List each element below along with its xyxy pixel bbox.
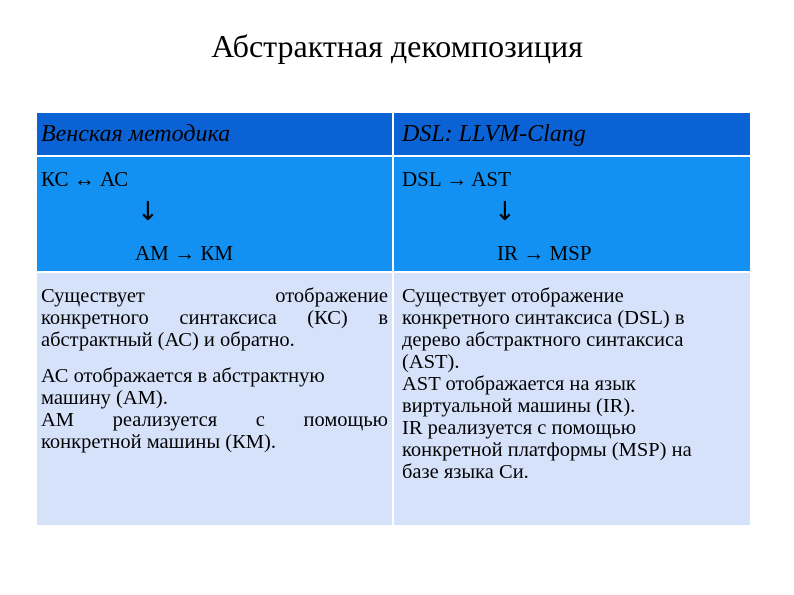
desc-right-line: (AST). bbox=[402, 351, 460, 373]
desc-left-line: конкретного синтаксиса (КС) в bbox=[41, 307, 388, 329]
flow-left-top: КС ↔ АС bbox=[41, 167, 129, 191]
desc-left-line: АС отображается в абстрактную bbox=[41, 365, 325, 387]
desc-left-line: Существует отображение bbox=[41, 285, 388, 307]
desc-right-line: IR реализуется с помощью bbox=[402, 417, 637, 439]
desc-left-line: машину (АМ). bbox=[41, 387, 168, 409]
flow-left-cell bbox=[37, 157, 392, 271]
desc-right-line: Существует отображение bbox=[402, 285, 624, 307]
flow-right-bottom: IR → MSP bbox=[497, 241, 592, 265]
desc-right-line: конкретного синтаксиса (DSL) в bbox=[402, 307, 685, 329]
header-dsl-llvm-clang: DSL: LLVM-Clang bbox=[394, 113, 750, 155]
desc-right-line: конкретной платформы (MSP) на bbox=[402, 439, 692, 461]
desc-left-line: АМ реализуется с помощью bbox=[41, 409, 388, 431]
flow-right-cell bbox=[394, 157, 750, 271]
desc-right-line: AST отображается на язык bbox=[402, 373, 636, 395]
desc-right-line: виртуальной машины (IR). bbox=[402, 395, 636, 417]
desc-right-cell bbox=[394, 273, 750, 525]
desc-right-line: дерево абстрактного синтаксиса bbox=[402, 329, 684, 351]
header-vienna-method: Венская методика bbox=[37, 113, 392, 155]
slide-title: Абстрактная декомпозиция bbox=[211, 28, 583, 64]
flow-right-top: DSL → AST bbox=[402, 167, 511, 191]
table-header-row bbox=[37, 113, 750, 155]
desc-left-line: абстрактный (АС) и обратно. bbox=[41, 329, 295, 351]
flow-row bbox=[37, 157, 750, 271]
description-row bbox=[37, 273, 750, 525]
desc-right-line: базе языка Си. bbox=[402, 461, 529, 483]
desc-left-line: конкретной машины (КМ). bbox=[41, 431, 276, 453]
flow-left-bottom: AM → КМ bbox=[135, 241, 234, 265]
down-arrow-icon: ↓ bbox=[494, 197, 516, 227]
desc-left-cell bbox=[37, 273, 392, 525]
comparison-table bbox=[37, 113, 750, 525]
down-arrow-icon: ↓ bbox=[137, 197, 159, 227]
